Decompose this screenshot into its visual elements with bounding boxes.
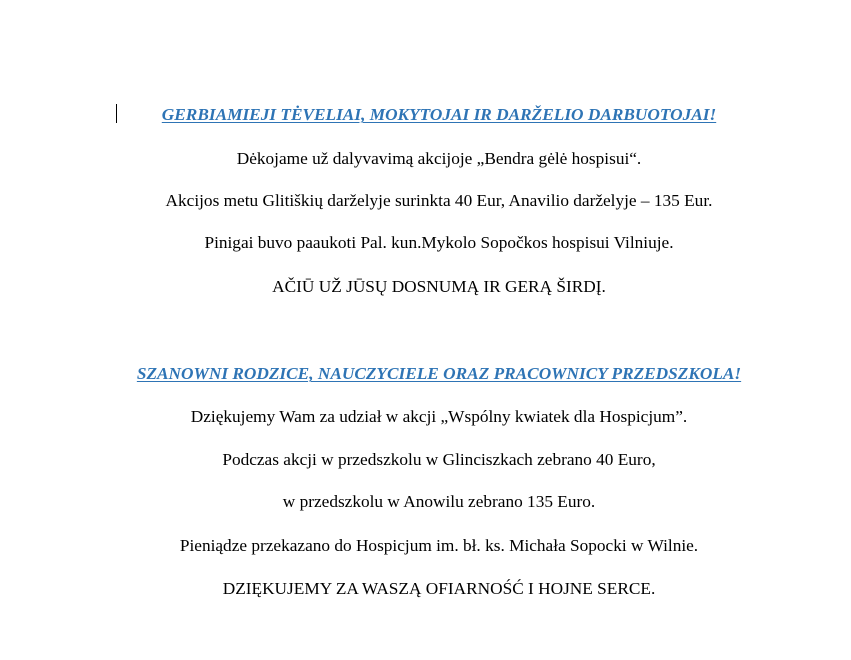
lithuanian-donated-line: Pinigai buvo paaukoti Pal. kun.Mykolo Sopočkos hospisui Vilniuje. (204, 233, 674, 252)
lithuanian-collected-line: Akcijos metu Glitiškių darželyje surinkta 40 Eur, Anavilio darželyje – 135 Eur. (165, 191, 713, 210)
polish-heading: SZANOWNI RODZICE, NAUCZYCIELE ORAZ PRACOWNICY PRZEDSZKOLA! (136, 364, 742, 383)
polish-collected-line-2: w przedszkolu w Anowilu zebrano 135 Euro. (282, 492, 596, 511)
polish-donated-line: Pieniądze przekazano do Hospicjum im. bł. ks. Michała Sopocki w Wilnie. (179, 536, 699, 555)
polish-collected-line: Podczas akcji w przedszkolu w Glinciszkach zebrano 40 Euro, (222, 450, 656, 469)
lithuanian-closing-line: AČIŪ UŽ JŪSŲ DOSNUMĄ IR GERĄ ŠIRDĮ. (272, 277, 606, 296)
lithuanian-heading: GERBIAMIEJI TĖVELIAI, MOKYTOJAI IR DARŽELIO DARBUOTOJAI! (161, 105, 717, 124)
polish-thanks-line: Dziękujemy Wam za udział w akcji „Wspólny kwiatek dla Hospicjum”. (190, 407, 688, 426)
polish-closing-line: DZIĘKUJEMY ZA WASZĄ OFIARNOŚĆ I HOJNE SERCE. (222, 579, 656, 598)
lithuanian-thanks-line: Dėkojame už dalyvavimą akcijoje „Bendra gėlė hospisui“. (236, 149, 642, 168)
